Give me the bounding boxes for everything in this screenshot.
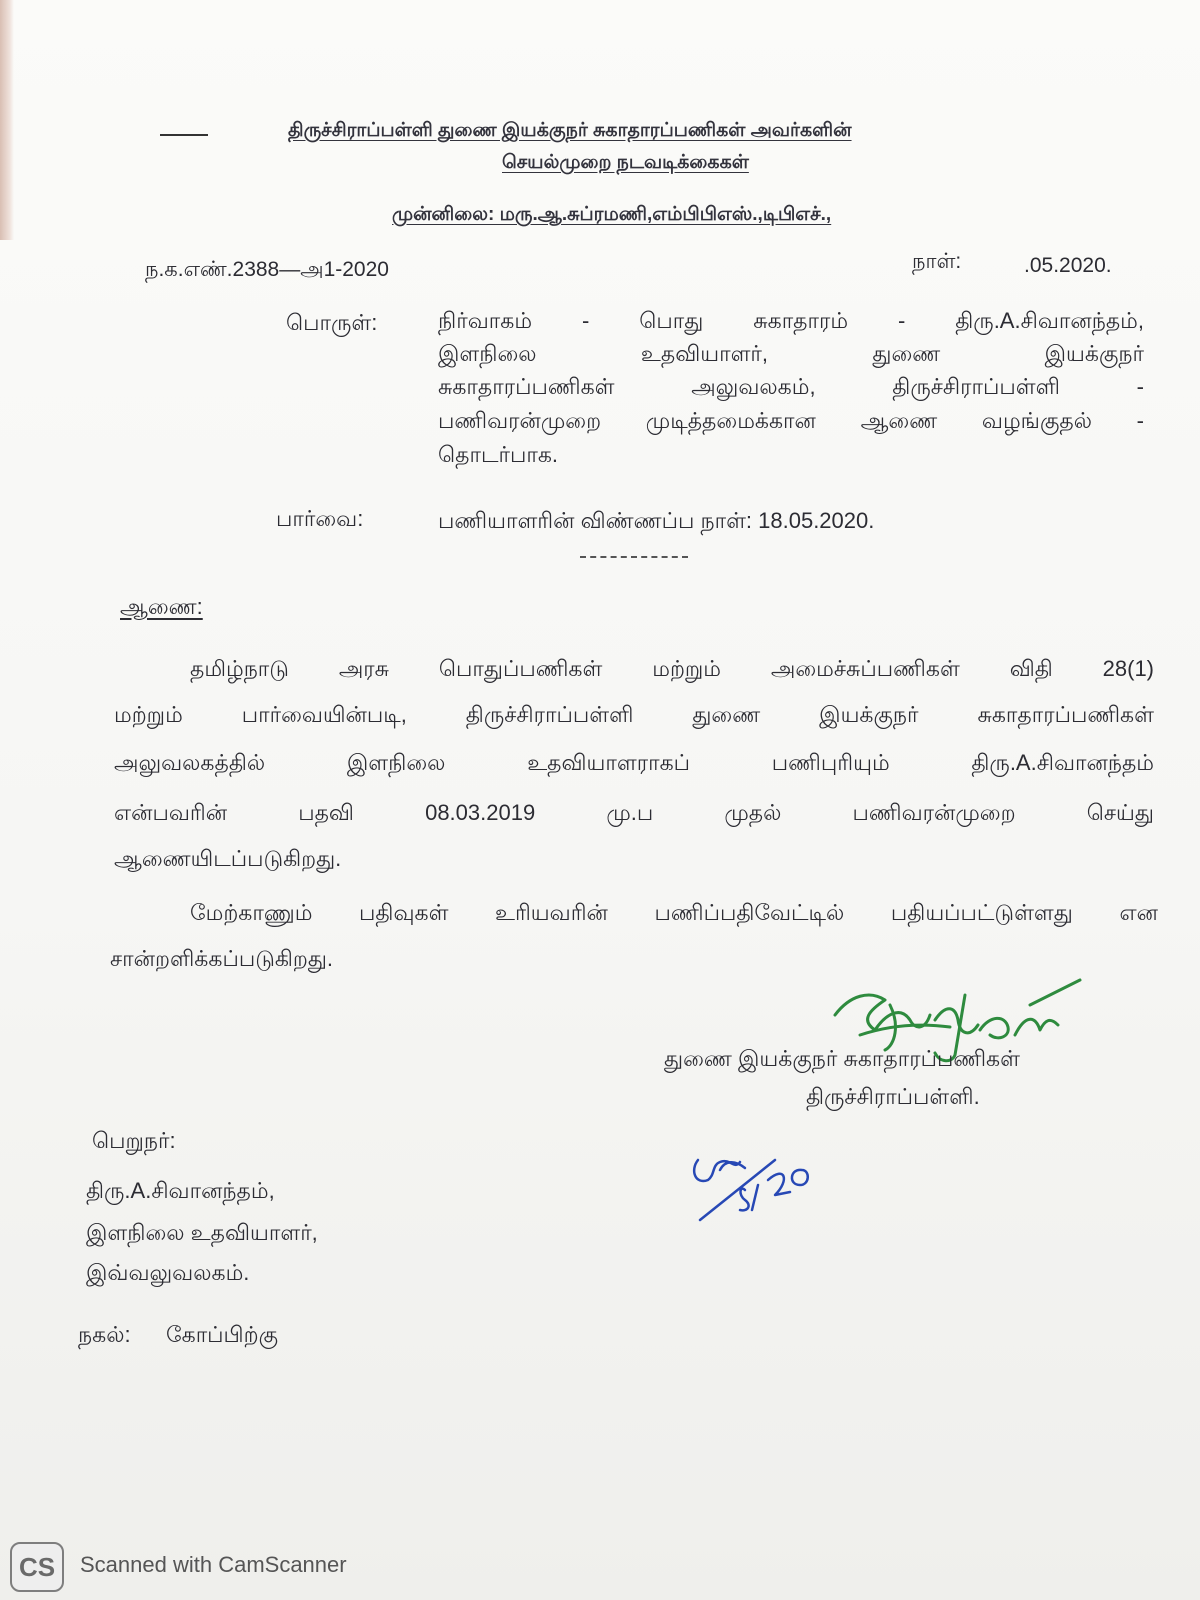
header-presence: முன்னிலை: மரு.ஆ.சுப்ரமணி,எம்பிபிஎஸ்.,டிபிஎச்., [392,204,832,225]
subject-word: பொது [639,308,704,333]
header-title-line1: திருச்சிராப்பள்ளி துணை இயக்குநர் சுகாதாரப்பணிகள் அவர்களின் [288,120,852,141]
order-word: இளநிலை [346,750,446,775]
subject-line4 [438,408,1144,437]
order-p2-line2: சான்றளிக்கப்படுகிறது. [110,946,334,971]
order-word: பணிவரன்முறை [852,800,1016,825]
order-word: செய்து [1086,800,1154,825]
order-word: 08.03.2019 [425,800,536,825]
header-dash [160,134,208,136]
reference-text: பணியாளரின் விண்ணப்ப நாள்: 18.05.2020. [438,508,875,533]
subject-word: முடித்தமைக்கான [645,408,816,433]
subject-word: வழங்குதல் [981,408,1092,433]
paper-edge [0,0,14,240]
order-word: என்பவரின் [114,800,228,825]
subject-word: - [1136,374,1144,399]
order-word: சுகாதாரப்பணிகள் [977,702,1154,727]
date-label: நாள்: [912,250,962,273]
order-p1-line1 [190,656,1154,685]
subject-word: ஆணை [860,408,938,433]
order-word: உதவியாளராகப் [527,750,691,775]
separator-line [580,556,688,558]
subject-word: - [898,308,906,333]
reference-number: ந.க.எண்.2388—அ1-2020 [145,258,389,281]
date-value: .05.2020. [1024,254,1112,277]
order-word: அரசு [338,656,389,681]
order-word: பதிவுகள் [359,900,449,925]
order-word: பதவி [298,800,354,825]
order-word: விதி [1009,656,1053,681]
subject-line5: தொடர்பாக. [438,442,559,467]
order-word: திரு.A.சிவானந்தம் [971,750,1154,775]
order-word: மேற்காணும் [190,900,313,925]
ink-initials [690,1140,840,1230]
order-p1-line2 [114,702,1154,731]
order-word: என [1119,900,1158,925]
subject-word: சுகாதாரம் [753,308,849,333]
order-word: பதியப்பட்டுள்ளது [890,900,1073,925]
header-title-line2: செயல்முறை நடவடிக்கைகள் [502,152,749,173]
subject-line1 [438,308,1144,337]
copy-to: கோப்பிற்கு [166,1322,279,1347]
order-p1-line5: ஆணையிடப்படுகிறது. [114,846,342,871]
order-word: அமைச்சுப்பணிகள் [770,656,960,681]
subject-word: - [1136,408,1144,433]
subject-word: உதவியாளர், [640,341,769,366]
signature-title: துணை இயக்குநர் சுகாதாரப்பணிகள் [664,1046,1020,1071]
recipient-designation: இளநிலை உதவியாளர், [86,1220,318,1245]
order-word: திருச்சிராப்பள்ளி [465,702,634,727]
subject-word: திரு.A.சிவானந்தம், [955,308,1144,333]
recipient-name: திரு.A.சிவானந்தம், [86,1178,275,1203]
order-word: தமிழ்நாடு [190,656,289,681]
order-heading: ஆணை: [120,594,203,619]
camscanner-text: Scanned with CamScanner [80,1552,347,1577]
camscanner-logo: CS [10,1542,64,1592]
order-word: மற்றும் [652,656,722,681]
order-word: பொதுப்பணிகள் [438,656,603,681]
subject-word: திருச்சிராப்பள்ளி [892,374,1060,399]
order-word: மு.ப [606,800,654,825]
order-p1-line3 [114,750,1154,779]
order-word: பணிபுரியும் [771,750,890,775]
reference-label: பார்வை: [276,506,364,531]
subject-word: நிர்வாகம் [438,308,533,333]
order-word: பணிப்பதிவேட்டில் [654,900,845,925]
order-word: உரியவரின் [495,900,608,925]
order-word: அலுவலகத்தில் [114,750,266,775]
subject-line2 [438,341,1144,370]
subject-label: பொருள்: [286,310,378,335]
order-p1-line4 [114,800,1154,829]
subject-word: இயக்குநர் [1044,341,1144,366]
order-word: இயக்குநர் [819,702,919,727]
order-word: பார்வையின்படி, [241,702,407,727]
copy-label: நகல்: [78,1322,131,1347]
subject-line3 [438,374,1144,403]
recipient-office: இவ்வலுவலகம். [86,1260,250,1285]
subject-word: பணிவரன்முறை [438,408,602,433]
subject-word: துணை [872,341,941,366]
order-word: முதல் [724,800,782,825]
subject-word: அலுவலகம், [691,374,816,399]
subject-word: சுகாதாரப்பணிகள் [438,374,615,399]
order-word: துணை [692,702,761,727]
subject-word: - [581,308,590,333]
order-word: 28(1) [1102,656,1154,681]
order-p2-line1 [190,900,1158,929]
signature-place: திருச்சிராப்பள்ளி. [806,1084,980,1109]
order-word: மற்றும் [114,702,183,727]
scanner-watermark [0,1530,1200,1600]
subject-word: இளநிலை [438,341,537,366]
recipient-label: பெறுநர்: [92,1128,176,1153]
